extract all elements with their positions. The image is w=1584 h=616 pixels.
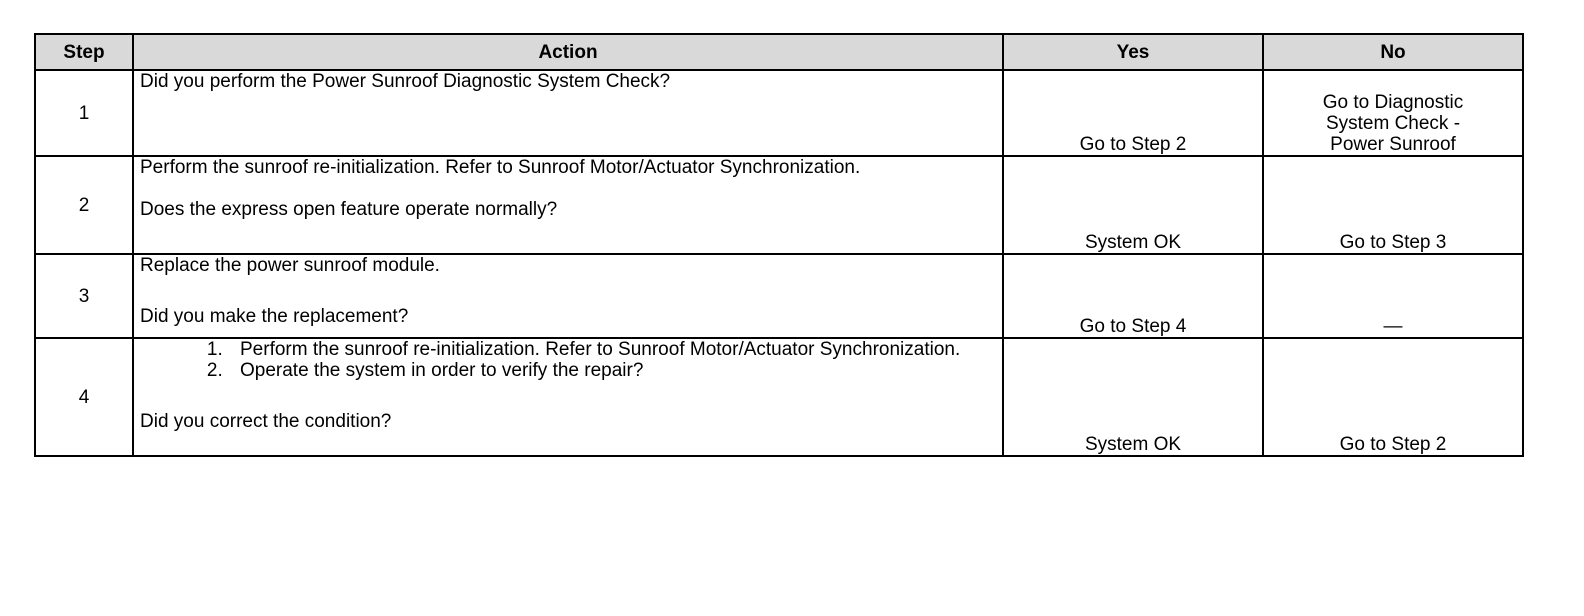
- no-result-line: Power Sunroof: [1330, 134, 1456, 155]
- action-instruction: Replace the power sunroof module.: [140, 255, 440, 276]
- header-no: No: [1263, 34, 1523, 70]
- step-number: 1: [35, 70, 133, 156]
- header-step: Step: [35, 34, 133, 70]
- yes-result: System OK: [1003, 156, 1263, 254]
- no-result: Go to Step 2: [1263, 338, 1523, 456]
- action-cell: [133, 338, 1003, 456]
- header-yes: Yes: [1003, 34, 1263, 70]
- no-result: Go to Step 3: [1263, 156, 1523, 254]
- step-number: 2: [35, 156, 133, 254]
- action-instruction: Perform the sunroof re-initialization. Refer to Sunroof Motor/Actuator Synchronization.: [140, 157, 861, 178]
- action-question: Did you correct the condition?: [140, 411, 392, 432]
- step-number: 3: [35, 254, 133, 338]
- action-steps-list: [140, 339, 996, 381]
- no-result-line: Go to Diagnostic: [1322, 92, 1464, 113]
- action-cell: [133, 254, 1003, 338]
- action-cell: [133, 156, 1003, 254]
- action-question: Does the express open feature operate normally?: [140, 199, 558, 220]
- table-row: [35, 338, 1523, 456]
- yes-result: Go to Step 2: [1003, 70, 1263, 156]
- header-action: Action: [133, 34, 1003, 70]
- action-question: Did you make the replacement?: [140, 306, 409, 327]
- action-step-item: 1. Perform the sunroof re-initialization. Refer to Sunroof Motor/Actuator Synchronization.: [228, 339, 996, 360]
- step-number: 4: [35, 338, 133, 456]
- table-row: [35, 254, 1523, 338]
- table-row: [35, 156, 1523, 254]
- no-result-line: System Check -: [1325, 113, 1461, 134]
- yes-result: System OK: [1003, 338, 1263, 456]
- action-step-item: 2. Operate the system in order to verify the repair?: [228, 360, 996, 381]
- table-row: [35, 70, 1523, 156]
- no-result: —: [1263, 254, 1523, 338]
- yes-result: Go to Step 4: [1003, 254, 1263, 338]
- diagnostic-table: [34, 33, 1524, 457]
- no-result: [1263, 70, 1523, 156]
- header-row: [35, 34, 1523, 70]
- action-question: Did you perform the Power Sunroof Diagnostic System Check?: [140, 71, 671, 92]
- action-cell: [133, 70, 1003, 156]
